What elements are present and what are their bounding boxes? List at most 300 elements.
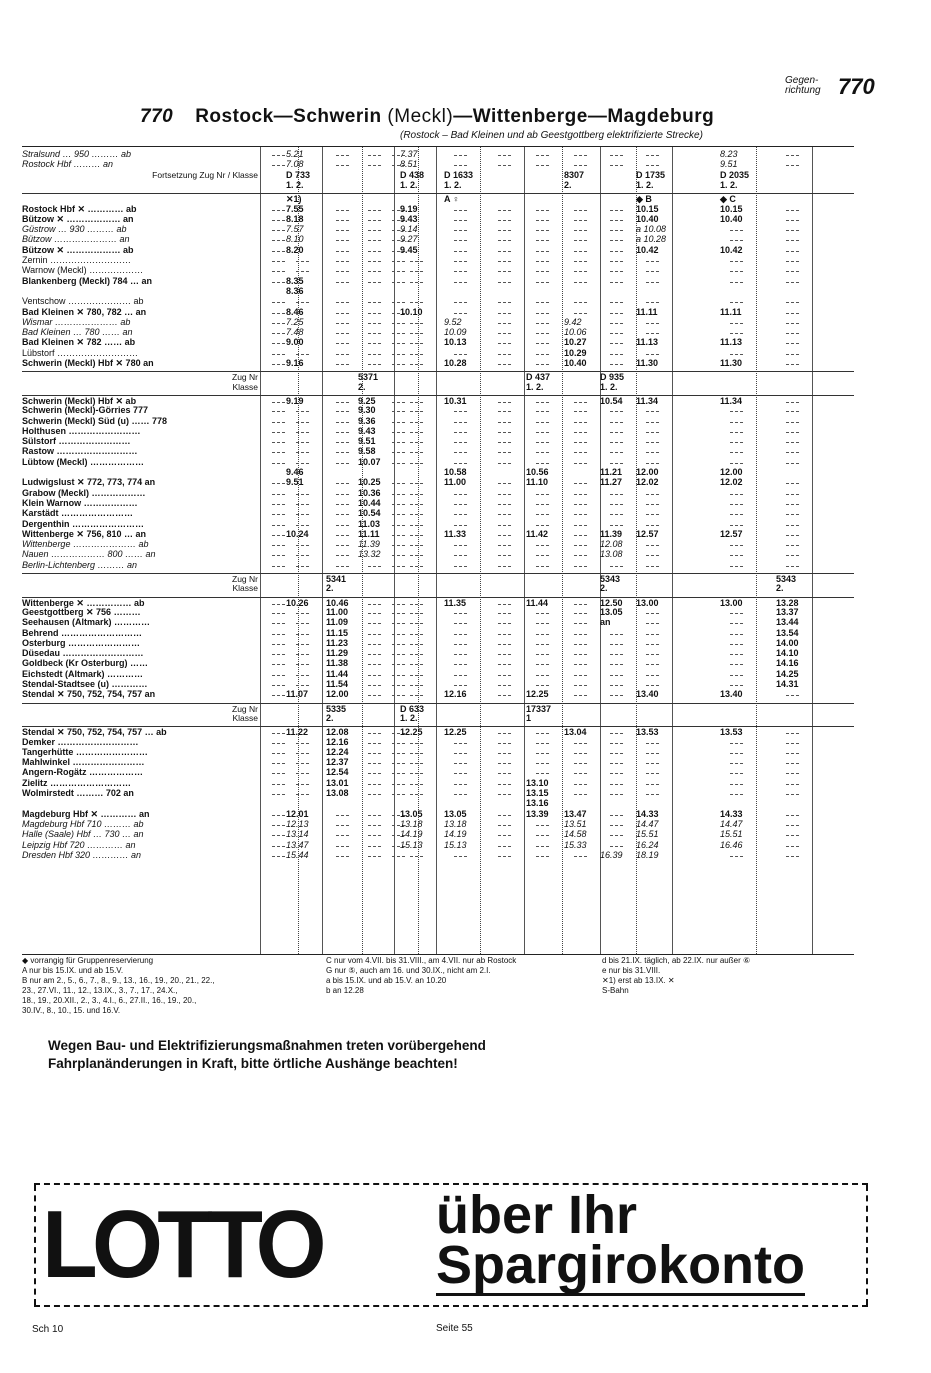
departure-time: 11.07 xyxy=(286,689,309,700)
departure-time: 12.13 xyxy=(286,818,309,829)
empty-cell-dot xyxy=(740,504,743,505)
departure-time: 10.29 xyxy=(564,347,587,358)
empty-cell-dot xyxy=(301,743,304,744)
empty-cell-dot xyxy=(392,634,395,635)
empty-cell-dot xyxy=(498,155,501,156)
empty-cell-dot xyxy=(508,733,511,734)
empty-cell-dot xyxy=(459,525,462,526)
empty-cell-dot xyxy=(420,634,423,635)
empty-cell-dot xyxy=(574,613,577,614)
departure-time: 13.54 xyxy=(776,627,799,638)
empty-cell-dot xyxy=(415,494,418,495)
empty-cell-dot xyxy=(464,463,467,464)
empty-cell-dot xyxy=(546,323,549,324)
empty-cell-dot xyxy=(464,525,467,526)
empty-cell-dot xyxy=(615,411,618,412)
empty-cell-dot xyxy=(392,343,395,344)
empty-cell-dot xyxy=(410,261,413,262)
empty-cell-dot xyxy=(508,644,511,645)
empty-cell-dot xyxy=(610,313,613,314)
empty-cell-dot xyxy=(272,695,275,696)
empty-cell-dot xyxy=(336,452,339,453)
empty-cell-dot xyxy=(791,733,794,734)
empty-cell-dot xyxy=(498,354,501,355)
empty-cell-dot xyxy=(498,784,501,785)
station-name: Grabow (Meckl) ……………… xyxy=(22,487,146,498)
empty-cell-dot xyxy=(459,504,462,505)
empty-cell-dot xyxy=(498,463,501,464)
empty-cell-dot xyxy=(646,784,649,785)
empty-cell-dot xyxy=(579,494,582,495)
empty-cell-dot xyxy=(306,411,309,412)
empty-cell-dot xyxy=(392,364,395,365)
empty-cell-dot xyxy=(508,343,511,344)
departure-time: 8.20 xyxy=(286,244,304,255)
empty-cell-dot xyxy=(336,422,339,423)
empty-cell-dot xyxy=(454,794,457,795)
empty-cell-dot xyxy=(373,733,376,734)
empty-cell-dot xyxy=(579,545,582,546)
empty-cell-dot xyxy=(656,773,659,774)
empty-cell-dot xyxy=(508,261,511,262)
empty-cell-dot xyxy=(368,664,371,665)
station-name: Bützow ✕ ……………… ab xyxy=(22,244,134,255)
empty-cell-dot xyxy=(368,835,371,836)
empty-cell-dot xyxy=(341,555,344,556)
empty-cell-dot xyxy=(272,452,275,453)
empty-cell-dot xyxy=(546,302,549,303)
empty-cell-dot xyxy=(378,856,381,857)
empty-cell-dot xyxy=(454,685,457,686)
empty-cell-dot xyxy=(341,815,344,816)
empty-cell-dot xyxy=(615,794,618,795)
empty-cell-dot xyxy=(646,452,649,453)
empty-cell-dot xyxy=(508,333,511,334)
empty-cell-dot xyxy=(296,302,299,303)
departure-time: ◆ C xyxy=(720,194,736,205)
empty-cell-dot xyxy=(740,271,743,272)
legend-entry: a bis 15.IX. und ab 15.V. an 10.20 xyxy=(326,976,447,985)
empty-cell-dot xyxy=(272,282,275,283)
empty-cell-dot xyxy=(454,354,457,355)
empty-cell-dot xyxy=(620,282,623,283)
empty-cell-dot xyxy=(296,763,299,764)
empty-cell-dot xyxy=(786,815,789,816)
empty-cell-dot xyxy=(373,835,376,836)
empty-cell-dot xyxy=(615,634,618,635)
empty-cell-dot xyxy=(574,535,577,536)
empty-cell-dot xyxy=(503,685,506,686)
empty-cell-dot xyxy=(656,566,659,567)
departure-time: 12.00 xyxy=(636,467,659,477)
empty-cell-dot xyxy=(610,794,613,795)
empty-cell-dot xyxy=(656,794,659,795)
empty-cell-dot xyxy=(341,422,344,423)
empty-cell-dot xyxy=(646,545,649,546)
departure-time: 10.42 xyxy=(636,244,659,255)
empty-cell-dot xyxy=(541,733,544,734)
empty-cell-dot xyxy=(615,354,618,355)
empty-cell-dot xyxy=(459,634,462,635)
empty-cell-dot xyxy=(415,784,418,785)
empty-cell-dot xyxy=(415,282,418,283)
empty-cell-dot xyxy=(620,753,623,754)
empty-cell-dot xyxy=(546,525,549,526)
empty-cell-dot xyxy=(368,155,371,156)
empty-cell-dot xyxy=(397,566,400,567)
empty-cell-dot xyxy=(536,411,539,412)
empty-cell-dot xyxy=(341,525,344,526)
station-name: Behrend ……………………… xyxy=(22,627,143,638)
empty-cell-dot xyxy=(341,442,344,443)
empty-cell-dot xyxy=(277,251,280,252)
empty-cell-dot xyxy=(579,555,582,556)
empty-cell-dot xyxy=(536,261,539,262)
empty-cell-dot xyxy=(503,165,506,166)
empty-cell-dot xyxy=(796,753,799,754)
empty-cell-dot xyxy=(615,675,618,676)
empty-cell-dot xyxy=(498,240,501,241)
empty-cell-dot xyxy=(541,623,544,624)
empty-cell-dot xyxy=(464,623,467,624)
empty-cell-dot xyxy=(420,525,423,526)
empty-cell-dot xyxy=(546,644,549,645)
station-name: Halle (Saale) Hbf … 730 … an xyxy=(22,829,144,840)
empty-cell-dot xyxy=(615,261,618,262)
station-name: Stendal-Stadtsee (u) ………… xyxy=(22,679,148,689)
empty-cell-dot xyxy=(579,230,582,231)
empty-cell-dot xyxy=(459,773,462,774)
empty-cell-dot xyxy=(378,251,381,252)
empty-cell-dot xyxy=(336,402,339,403)
empty-cell-dot xyxy=(730,784,733,785)
empty-cell-dot xyxy=(410,753,413,754)
empty-cell-dot xyxy=(378,155,381,156)
empty-cell-dot xyxy=(464,773,467,774)
empty-cell-dot xyxy=(791,545,794,546)
ad-lotto-word: LOTTO xyxy=(42,1191,321,1298)
empty-cell-dot xyxy=(584,220,587,221)
empty-cell-dot xyxy=(277,302,280,303)
empty-cell-dot xyxy=(574,623,577,624)
empty-cell-dot xyxy=(498,323,501,324)
empty-cell-dot xyxy=(786,333,789,334)
departure-time: a 10.08 xyxy=(636,224,667,235)
empty-cell-dot xyxy=(584,566,587,567)
empty-cell-dot xyxy=(796,555,799,556)
empty-cell-dot xyxy=(610,695,613,696)
empty-cell-dot xyxy=(402,664,405,665)
empty-cell-dot xyxy=(796,856,799,857)
empty-cell-dot xyxy=(277,535,280,536)
empty-cell-dot xyxy=(415,773,418,774)
empty-cell-dot xyxy=(415,302,418,303)
empty-cell-dot xyxy=(791,354,794,355)
empty-cell-dot xyxy=(579,411,582,412)
departure-time: 10.54 xyxy=(600,395,623,406)
empty-cell-dot xyxy=(740,494,743,495)
empty-cell-dot xyxy=(402,753,405,754)
empty-cell-dot xyxy=(620,685,623,686)
empty-cell-dot xyxy=(620,210,623,211)
empty-cell-dot xyxy=(420,555,423,556)
station-name: Klasse xyxy=(232,381,258,392)
empty-cell-dot xyxy=(282,411,285,412)
empty-cell-dot xyxy=(656,354,659,355)
empty-cell-dot xyxy=(508,825,511,826)
empty-cell-dot xyxy=(541,251,544,252)
empty-cell-dot xyxy=(306,654,309,655)
empty-cell-dot xyxy=(402,545,405,546)
empty-cell-dot xyxy=(646,504,649,505)
empty-cell-dot xyxy=(397,613,400,614)
empty-cell-dot xyxy=(503,483,506,484)
empty-cell-dot xyxy=(503,251,506,252)
empty-cell-dot xyxy=(392,230,395,231)
empty-cell-dot xyxy=(574,566,577,567)
departure-time: 13.18 xyxy=(444,818,467,829)
empty-cell-dot xyxy=(373,753,376,754)
empty-cell-dot xyxy=(574,261,577,262)
empty-cell-dot xyxy=(306,753,309,754)
empty-cell-dot xyxy=(272,302,275,303)
departure-time: 13.08 xyxy=(326,788,349,798)
timetable-row xyxy=(22,583,854,594)
empty-cell-dot xyxy=(415,654,418,655)
empty-cell-dot xyxy=(735,504,738,505)
empty-cell-dot xyxy=(336,525,339,526)
empty-cell-dot xyxy=(459,613,462,614)
empty-cell-dot xyxy=(459,271,462,272)
empty-cell-dot xyxy=(397,364,400,365)
empty-cell-dot xyxy=(454,514,457,515)
empty-cell-dot xyxy=(796,825,799,826)
station-name: Bad Kleinen … 780 …… an xyxy=(22,327,133,338)
empty-cell-dot xyxy=(786,155,789,156)
empty-cell-dot xyxy=(415,463,418,464)
empty-cell-dot xyxy=(730,411,733,412)
empty-cell-dot xyxy=(786,773,789,774)
empty-cell-dot xyxy=(397,504,400,505)
empty-cell-dot xyxy=(301,302,304,303)
empty-cell-dot xyxy=(341,271,344,272)
empty-cell-dot xyxy=(735,282,738,283)
empty-cell-dot xyxy=(646,525,649,526)
empty-cell-dot xyxy=(306,566,309,567)
empty-cell-dot xyxy=(459,664,462,665)
empty-cell-dot xyxy=(346,422,349,423)
empty-cell-dot xyxy=(610,675,613,676)
empty-cell-dot xyxy=(656,555,659,556)
empty-cell-dot xyxy=(410,411,413,412)
empty-cell-dot xyxy=(410,566,413,567)
empty-cell-dot xyxy=(620,846,623,847)
empty-cell-dot xyxy=(368,753,371,754)
empty-cell-dot xyxy=(306,442,309,443)
empty-cell-dot xyxy=(730,623,733,624)
empty-cell-dot xyxy=(740,743,743,744)
empty-cell-dot xyxy=(392,402,395,403)
empty-cell-dot xyxy=(541,664,544,665)
ad-line-2: Spargirokonto xyxy=(436,1235,806,1295)
empty-cell-dot xyxy=(296,545,299,546)
page-title xyxy=(140,106,714,128)
empty-cell-dot xyxy=(282,835,285,836)
empty-cell-dot xyxy=(584,442,587,443)
departure-time: 13.28 xyxy=(776,597,799,608)
empty-cell-dot xyxy=(508,210,511,211)
empty-cell-dot xyxy=(272,504,275,505)
empty-cell-dot xyxy=(301,411,304,412)
empty-cell-dot xyxy=(610,251,613,252)
empty-cell-dot xyxy=(546,763,549,764)
empty-cell-dot xyxy=(282,784,285,785)
empty-cell-dot xyxy=(277,856,280,857)
empty-cell-dot xyxy=(464,514,467,515)
empty-cell-dot xyxy=(610,504,613,505)
empty-cell-dot xyxy=(536,644,539,645)
empty-cell-dot xyxy=(615,753,618,754)
empty-cell-dot xyxy=(454,230,457,231)
empty-cell-dot xyxy=(454,784,457,785)
empty-cell-dot xyxy=(503,230,506,231)
empty-cell-dot xyxy=(574,695,577,696)
empty-cell-dot xyxy=(651,333,654,334)
empty-cell-dot xyxy=(296,644,299,645)
station-name: Schwerin (Meckl)-Görries 777 xyxy=(22,405,149,416)
station-name: Wittenberge ✕ …………… ab xyxy=(22,597,145,608)
empty-cell-dot xyxy=(786,442,789,443)
empty-cell-dot xyxy=(277,773,280,774)
empty-cell-dot xyxy=(346,343,349,344)
empty-cell-dot xyxy=(410,514,413,515)
empty-cell-dot xyxy=(454,644,457,645)
empty-cell-dot xyxy=(574,422,577,423)
empty-cell-dot xyxy=(282,220,285,221)
empty-cell-dot xyxy=(546,835,549,836)
empty-cell-dot xyxy=(346,494,349,495)
empty-cell-dot xyxy=(791,835,794,836)
empty-cell-dot xyxy=(272,155,275,156)
empty-cell-dot xyxy=(301,654,304,655)
empty-cell-dot xyxy=(277,411,280,412)
empty-cell-dot xyxy=(791,463,794,464)
empty-cell-dot xyxy=(272,604,275,605)
empty-cell-dot xyxy=(610,825,613,826)
empty-cell-dot xyxy=(410,773,413,774)
empty-cell-dot xyxy=(730,422,733,423)
empty-cell-dot xyxy=(282,733,285,734)
empty-cell-dot xyxy=(574,773,577,774)
empty-cell-dot xyxy=(397,644,400,645)
empty-cell-dot xyxy=(296,566,299,567)
empty-cell-dot xyxy=(378,354,381,355)
empty-cell-dot xyxy=(301,613,304,614)
empty-cell-dot xyxy=(464,220,467,221)
empty-cell-dot xyxy=(615,784,618,785)
empty-cell-dot xyxy=(730,302,733,303)
empty-cell-dot xyxy=(282,773,285,774)
empty-cell-dot xyxy=(336,343,339,344)
empty-cell-dot xyxy=(536,654,539,655)
empty-cell-dot xyxy=(503,535,506,536)
departure-time: ✕1) xyxy=(286,194,302,205)
empty-cell-dot xyxy=(508,743,511,744)
empty-cell-dot xyxy=(341,402,344,403)
construction-notice xyxy=(48,1037,486,1073)
empty-cell-dot xyxy=(392,282,395,283)
departure-time: 10.54 xyxy=(358,508,381,519)
empty-cell-dot xyxy=(541,343,544,344)
empty-cell-dot xyxy=(454,504,457,505)
empty-cell-dot xyxy=(498,825,501,826)
empty-cell-dot xyxy=(410,354,413,355)
empty-cell-dot xyxy=(620,251,623,252)
empty-cell-dot xyxy=(796,835,799,836)
empty-cell-dot xyxy=(620,494,623,495)
empty-cell-dot xyxy=(301,514,304,515)
empty-cell-dot xyxy=(397,695,400,696)
empty-cell-dot xyxy=(620,261,623,262)
station-name: Güstrow … 930 ……… ab xyxy=(22,224,127,235)
empty-cell-dot xyxy=(306,784,309,785)
empty-cell-dot xyxy=(392,155,395,156)
empty-cell-dot xyxy=(503,846,506,847)
empty-cell-dot xyxy=(579,743,582,744)
empty-cell-dot xyxy=(503,463,506,464)
empty-cell-dot xyxy=(508,271,511,272)
station-name: Holthusen …………………… xyxy=(22,425,141,436)
empty-cell-dot xyxy=(498,525,501,526)
empty-cell-dot xyxy=(646,302,649,303)
empty-cell-dot xyxy=(574,784,577,785)
empty-cell-dot xyxy=(786,422,789,423)
empty-cell-dot xyxy=(397,354,400,355)
empty-cell-dot xyxy=(498,230,501,231)
empty-cell-dot xyxy=(336,411,339,412)
empty-cell-dot xyxy=(378,220,381,221)
empty-cell-dot xyxy=(791,402,794,403)
empty-cell-dot xyxy=(282,794,285,795)
empty-cell-dot xyxy=(373,644,376,645)
empty-cell-dot xyxy=(346,402,349,403)
empty-cell-dot xyxy=(410,282,413,283)
empty-cell-dot xyxy=(584,230,587,231)
empty-cell-dot xyxy=(415,753,418,754)
empty-cell-dot xyxy=(282,664,285,665)
empty-cell-dot xyxy=(620,773,623,774)
empty-cell-dot xyxy=(410,364,413,365)
empty-cell-dot xyxy=(574,763,577,764)
empty-cell-dot xyxy=(584,685,587,686)
empty-cell-dot xyxy=(336,240,339,241)
empty-cell-dot xyxy=(459,545,462,546)
empty-cell-dot xyxy=(378,685,381,686)
empty-cell-dot xyxy=(541,654,544,655)
legend xyxy=(22,956,852,1030)
empty-cell-dot xyxy=(464,302,467,303)
empty-cell-dot xyxy=(498,685,501,686)
empty-cell-dot xyxy=(498,763,501,764)
empty-cell-dot xyxy=(296,613,299,614)
empty-cell-dot xyxy=(508,794,511,795)
empty-cell-dot xyxy=(536,753,539,754)
empty-cell-dot xyxy=(368,343,371,344)
empty-cell-dot xyxy=(786,846,789,847)
empty-cell-dot xyxy=(392,240,395,241)
empty-cell-dot xyxy=(508,402,511,403)
empty-cell-dot xyxy=(368,261,371,262)
